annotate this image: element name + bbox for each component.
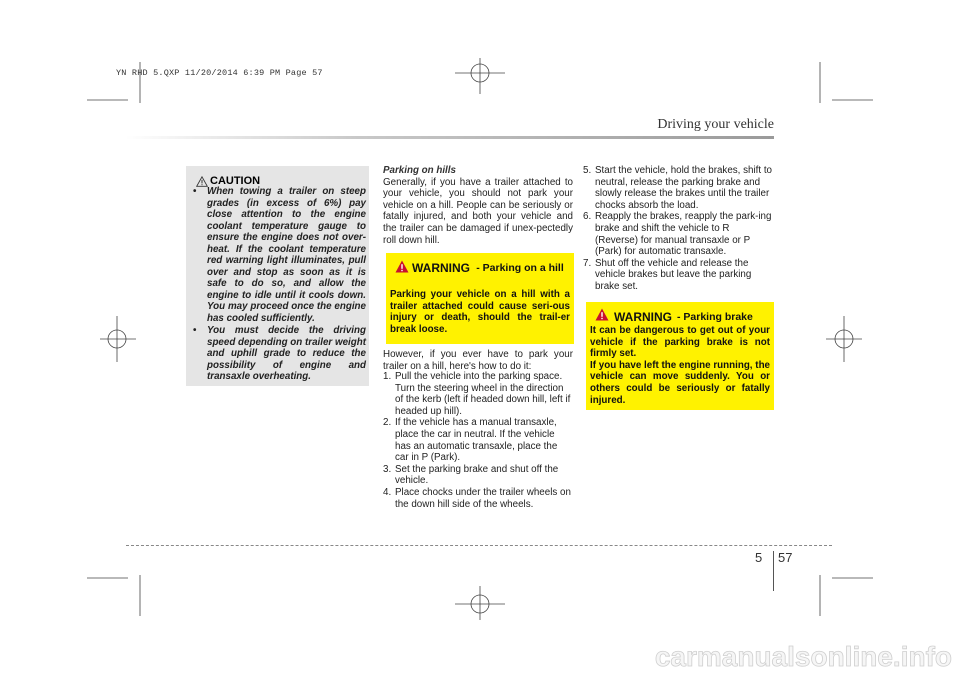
page-number: 57 xyxy=(778,550,793,565)
lead-paragraph: However, if you ever have to park your trailer on a hill, here's how to do it: xyxy=(383,349,573,372)
list-item: 2. If the vehicle has a manual transaxle, place the car in neutral. If the vehicle has an automatic transaxle, place the car in P (Park). xyxy=(383,417,558,464)
warning-label: WARNING xyxy=(412,261,470,275)
warning-topic: - Parking brake xyxy=(677,311,753,323)
warning-text: It can be dangerous to get out of your vehicle if the parking brake is not firmly set. If you have left the engine running, the vehicle can move suddenly. You or others could be seriously or fatally injured. xyxy=(590,325,770,406)
svg-text:carmanualsonline.info: carmanualsonline.info xyxy=(654,641,952,672)
warning-triangle-icon xyxy=(595,308,609,321)
parking-section xyxy=(383,165,573,246)
list-item: 3. Set the parking brake and shut off the vehicle. xyxy=(383,463,559,487)
list-item: 5. Start the vehicle, hold the brakes, shift to neutral, release the parking brake and slowly release the brakes until the trailer chocks absorb the load. xyxy=(583,165,772,211)
warning-box-parking-hill xyxy=(386,253,574,344)
section-rule xyxy=(126,136,774,139)
intro-paragraph: Generally, if you have a trailer attached to your vehicle, you should not park your vehicle on a hill. People can be seriously or fatally injured, and both your vehicle and the trailer can be damaged if unex-pectedly roll down hill. xyxy=(383,176,573,246)
print-slug: YN RHD 5.QXP 11/20/2014 6:39 PM Page 57 xyxy=(116,68,323,78)
footer-rule xyxy=(126,545,832,546)
warning-topic: - Parking on a hill xyxy=(476,262,564,274)
list-item: 1. Pull the vehicle into the parking space. Turn the steering wheel in the direction of the kerb (left if headed down hill, left if headed up hill). xyxy=(383,371,571,417)
subsection-heading: Parking on hills xyxy=(383,165,456,176)
list-item: 7. Shut off the vehicle and release the vehicle brakes but leave the parking brake set. xyxy=(583,257,752,292)
list-item: 6. Reapply the brakes, reapply the park-ing brake and shift the vehicle to R (Reverse) for manual transaxle or P (Park) for automatic transaxle. xyxy=(583,211,772,258)
watermark xyxy=(616,636,956,676)
list-item: 4. Place chocks under the trailer wheels on the down hill side of the wheels. xyxy=(383,486,571,510)
caution-list xyxy=(188,186,366,384)
chapter-number: 5 xyxy=(755,550,763,565)
caution-item: • When towing a trailer on steep grades (in excess of 6%) pay close attention to the engine coolant temperature gauge to ensure the engine does not over-heat. If the coolant temperature red warning light illuminates, pull over and stop as soon as it is safe to do so, and allow the engine to idle until it cools down. You may proceed once the engine has cooled sufficiently. xyxy=(193,186,366,324)
caution-title: CAUTION xyxy=(210,175,261,187)
warning-text: Parking your vehicle on a hill with a trailer attached could cause seri-ous injury or death, should the trail-er break loose. xyxy=(390,289,570,335)
caution-item: • You must decide the driving speed depending on trailer weight and uphill grade to reduce the possibility of engine and transaxle overheating. xyxy=(193,325,366,382)
warning-box-parking-brake xyxy=(586,302,774,410)
steps-list-b xyxy=(583,165,773,293)
warning-label: WARNING xyxy=(614,310,672,324)
steps-list-a xyxy=(383,371,573,510)
section-title: Driving your vehicle xyxy=(657,117,774,132)
warning-triangle-icon xyxy=(395,260,409,273)
page-separator xyxy=(773,551,774,591)
